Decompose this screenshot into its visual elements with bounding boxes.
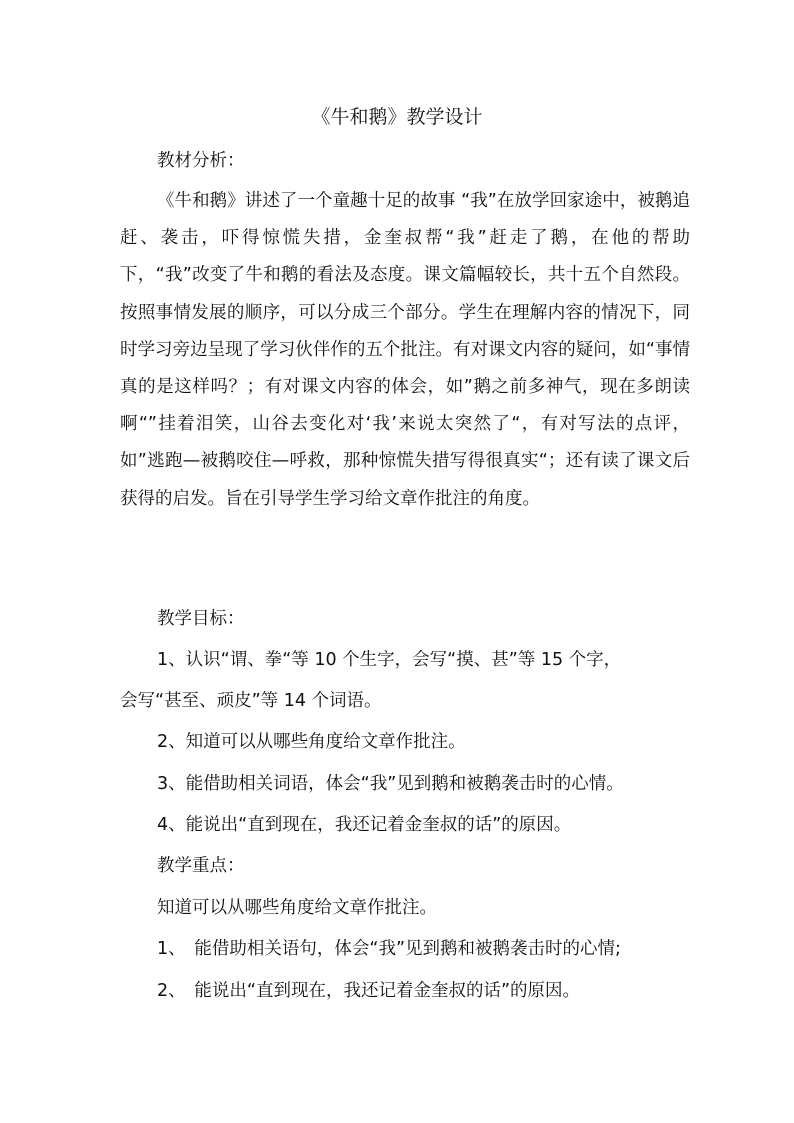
section-heading-goals: 教学目标： [157,609,245,629]
analysis-paragraph: 《牛和鹅》讲述了一个童趣十足的故事 “我”在放学回家途中，被鹅追赶、袭击，吓得惊慌失措，金奎叔帮“我”赶走了鹅，在他的帮助下，“我”改变了牛和鹅的看法及态度。课文篇幅较长，共十五个自然段。按照事情发展的顺序，可以分成三个部分。学生在理解内容的情况下，同时学习旁边呈现了学习伙伴作的五个批注。有对课文内容的疑问，如“事情真的是这样吗？；有对课文内容的体会，如”鹅之前多神气，现在多朗读啊“”挂着泪笑，山谷去变化对‘我’来说太突然了“，有对写法的点评，如”逃跑—被鹅咬住—呼救，那种惊慌失措写得很真实“；还有读了课文后获得的启发。旨在引导学生学习给文章作批注的角度。 [120,191,690,509]
analysis-paragraph-block [120,183,690,518]
section-heading-focus: 教学重点： [157,856,245,876]
focus-item-2: 2、 能说出“直到现在，我还记着金奎叔的话”的原因。 [157,981,581,1001]
goal-item-3: 3、能借助相关词语，体会“我”见到鹅和被鹅袭击时的心情。 [157,774,624,794]
focus-intro: 知道可以从哪些角度给文章作批注。 [157,898,437,918]
goal-item-1: 1、认识“谓、拳“等 10 个生字，会写“摸、甚”等 15 个字， [157,650,622,670]
document-title: 《牛和鹅》教学设计 [311,106,483,128]
focus-item-1: 1、 能借助相关语句，体会“我”见到鹅和被鹅袭击时的心情; [157,939,621,959]
goal-item-4: 4、能说出“直到现在，我还记着金奎叔的话”的原因。 [157,815,572,835]
goal-item-2: 2、知道可以从哪些角度给文章作批注。 [157,732,466,752]
goal-item-1-continued: 会写“甚至、顽皮”等 14 个词语。 [120,691,382,711]
section-heading-analysis: 教材分析： [157,151,245,171]
